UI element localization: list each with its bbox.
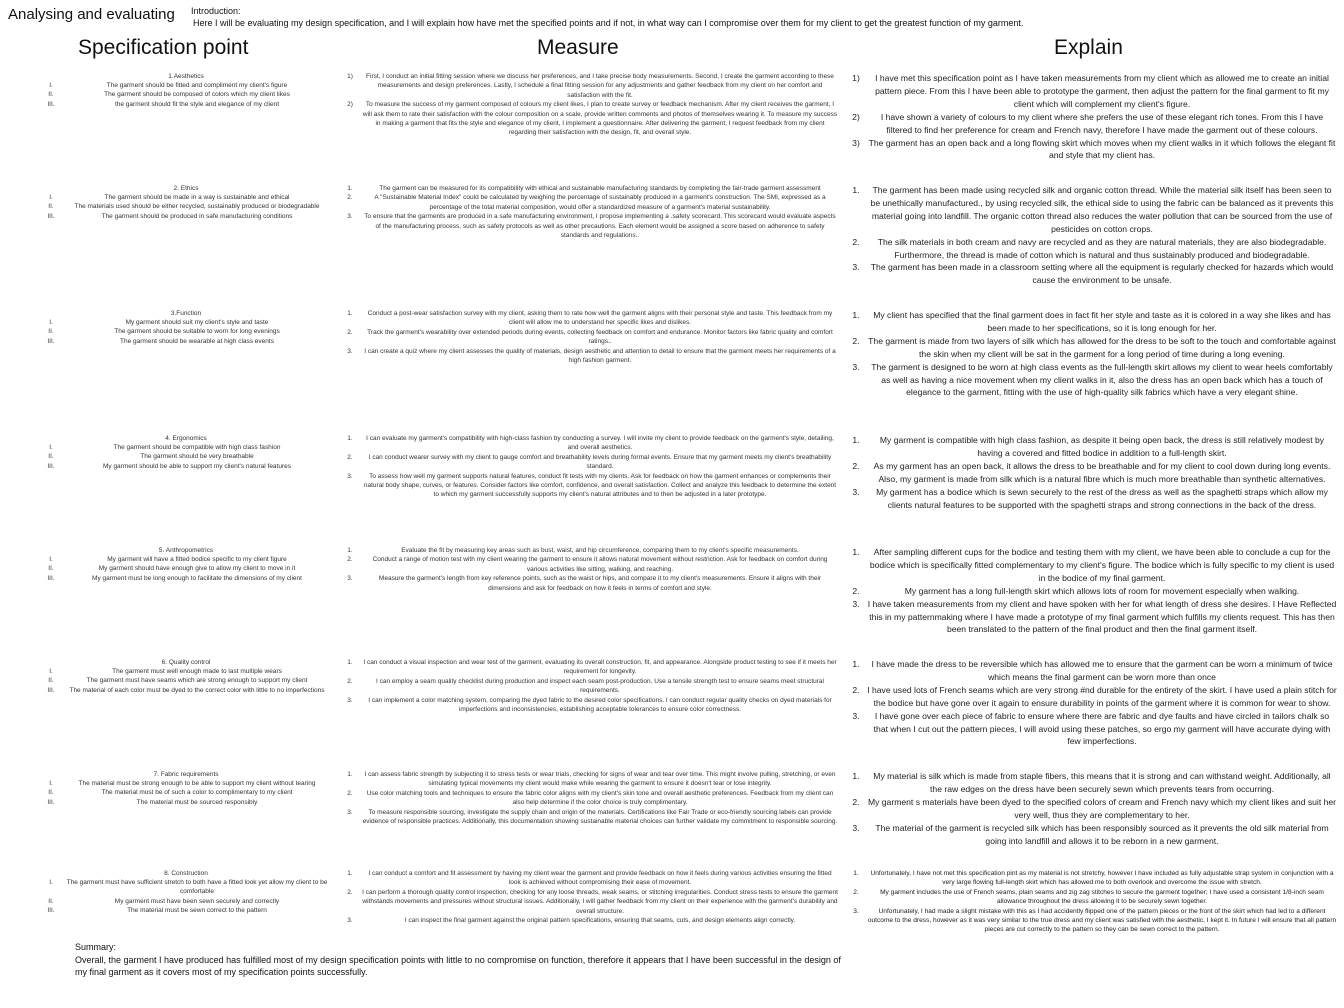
explain-item: 3. I have taken measurements from my client and have spoken with her for what length of dress she desires. I Have Reflected this in my patternmaking where I have made a prototype of my final garment which fulfills my clients request. This has then been translated to the pattern of the final product and then the final garment itself.	[852, 598, 1337, 635]
measure-item: 1. Evaluate the fit by measuring key areas such as bust, waist, and hip circumference, comparing them to my client's specific measurements.	[347, 547, 799, 554]
spec-heading: 6. Quality control	[161, 659, 211, 666]
measure-item: 3. I can implement a color matching system, comparing the dyed fabric to the desired color specifications. I can conduct regular quality checks on dyed materials for imperfections and inconsistencies, establishing acceptable tolerances to ensure color correctness.	[347, 696, 832, 714]
intro-label: Introduction:	[191, 6, 241, 16]
measure-item: 3. Measure the garment's length from key reference points, such as the waist or hips, and compare it to my client's measurements. Ensure it aligns with their dimensions and ask for feedback on how it feels in terms of comfort and style.	[347, 575, 822, 592]
spec-item: III. The material of each color must be dyed to the correct color with little to no imperfections	[47, 686, 325, 694]
spec-heading: 5. Anthropometrics	[158, 547, 214, 554]
measure-anthropometrics	[338, 546, 838, 593]
spec-heading: 2. Ethics	[173, 185, 199, 192]
measure-quality-control	[338, 658, 838, 714]
measure-item: 1. The garment can be measured for its compatibility with ethical and sustainable manufacturing standards by completing the fair-trade garment assessment	[347, 185, 821, 192]
explain-item: 2. The silk materials in both cream and navy are recycled and as they are natural materials, they are also biodegradable. Furthermore, the thread is made of cotton which is natural and thus sustainably produced and biodegradable.	[852, 236, 1327, 260]
spec-item: I. The garment should be fitted and compliment my client's figure	[49, 82, 288, 90]
explain-item: 1. My client has specified that the final garment does in fact fit her style and taste as it is colored in a way she likes and has been made to her specifications, so it is long enough for her.	[852, 310, 1331, 333]
measure-ergonomics	[338, 434, 838, 500]
measure-function	[338, 309, 838, 365]
measure-item: 1. I can assess fabric strength by subjecting it to stress tests or wear trials, checking for signs of wear and tear over time. This might involve pulling, stretching, or even simulating typical movements my client would make while wearing the garment to ensure it doesn't tear or lose integrity.	[347, 771, 836, 788]
explain-function	[845, 309, 1337, 399]
measure-item: 2. Use color matching tools and techniques to ensure the fabric color aligns with my client's skin tone and overall aesthetic preferences. Feedback from my client can also help determine if the color choice is truly complimentary.	[347, 789, 834, 807]
spec-item: II. The garment should be composed of colors which my client likes	[48, 91, 290, 99]
measure-item: 1) First, I conduct an initial fitting session where we discuss her preferences, and I take precise body measurements. Second, I create the garment according to these measurements and design preferences. Lastly, I schedule a final fitting session for any adjustments and gather feedback from my client on her comfort and satisfaction with the fit.	[347, 73, 834, 99]
explain-item: 1. Unfortunately, I have not met this specification pint as my material is not stretchy, however I have included as fully adjustable strap system in conjunction with a very large flowing full-length skirt which has allowed me to both overlook and overcome the issue with stretch.	[853, 870, 1334, 887]
spec-item: I. The garment should be compatible with high class fashion	[49, 444, 281, 452]
spec-item: I. My garment should suit my client's style and taste	[49, 319, 269, 327]
spec-item: I. The garment should be made in a way is sustainable and ethical	[49, 194, 290, 202]
spec-heading: 3.Function	[170, 310, 202, 317]
spec-function	[36, 309, 336, 346]
spec-item: II. The garment should be suitable to worn for long evenings	[48, 328, 280, 336]
explain-item: 1) I have met this specification point as I have taken measurements from my client which as allowed me to create an initial pattern piece. From this I have been able to prototype the garment, then adjust the pattern for the final garment to fit my client which will complement my client's figure.	[852, 73, 1329, 109]
spec-item: III. The garment should be produced in safe manufacturing conditions	[47, 212, 293, 220]
summary-text: Overall, the garment I have produced has fulfilled most of my design specification points with little to no compromise on function, therefore it appears that I have been successful in the design of my final garment as it covers most of my specification points successfully.	[75, 954, 841, 978]
page-title: Analysing and evaluating	[8, 6, 175, 23]
explain-item: 3. The material of the garment is recycled silk which has been responsibly sourced as it prevents the old silk material from going into landfill and allows it to be reborn in a new garment.	[852, 822, 1329, 846]
spec-ethics	[36, 184, 336, 221]
measure-item: 1. I can conduct a comfort and fit assessment by having my client wear the garment and provide feedback on how it feels during various activities ensuring the fitted look is achieved without compromising their ease of movement.	[347, 870, 832, 887]
spec-item: I. My garment will have a fitted bodice specific to my client figure	[49, 556, 287, 564]
spec-item: I. The material must be strong enough to be able to support my client without tearing	[49, 780, 316, 788]
explain-aesthetics	[845, 72, 1337, 162]
measure-item: 2. I can conduct wearer survey with my client to gauge comfort and breathability levels during formal events. Ensure that my garment meets my client's breathability standard.	[347, 453, 832, 471]
measure-item: 1. Conduct a post-wear satisfaction survey with my client, asking them to rate how well the garment aligns with their personal style and taste. This feedback from my client will allow me to understand her specific likes and dislikes.	[347, 310, 833, 327]
spec-ergonomics	[36, 434, 336, 471]
explain-item: 3) The garment has an open back and a long flowing skirt which moves when my client walks in it which follows the elegant fit and style that my client has.	[852, 137, 1336, 161]
measure-item: 2. Conduct a range of motion test with my client wearing the garment to ensure it allows natural movement without restriction. Ask for feedback on comfort during various activities like sitting, walking, and reaching.	[347, 556, 828, 573]
explain-fabric-requirements	[845, 770, 1337, 847]
explain-item: 1. The garment has been made using recycled silk and organic cotton thread. While the material silk itself has been seen to be unethically manufactured., by using recycled silk, the ethical side to using the fabric can be balanced as it prevents this material going into landfill. The organic cotton thread also reduces the water pollution that can be sourced from the use of pesticides on cotton crops.	[852, 185, 1334, 234]
spec-fabric-requirements	[36, 770, 336, 807]
spec-heading: 1.Aesthetics	[168, 73, 204, 80]
measure-item: 1. I can conduct a visual inspection and wear test of the garment, evaluating its overall construction, fit, and appearance. Alongside product testing to see if it meets her requirement for longevity.	[347, 659, 837, 676]
spec-item: I. The garment must well enough made to last multiple wears	[49, 668, 282, 676]
measure-item: 1. I can evaluate my garment's compatibility with high-class fashion by conducting a survey. I will invite my client to provide feedback on the garment's style, detailing, and overall aesthetics.	[347, 435, 834, 452]
heading-specification-point: Specification point	[78, 36, 249, 59]
explain-quality-control	[845, 658, 1337, 748]
spec-item: II. My garment must have been sewn securely and correctly	[48, 897, 280, 905]
spec-heading: 7. Fabric requirements	[153, 771, 219, 778]
spec-item: III. The material must be sewn correct to the pattern	[47, 906, 267, 914]
explain-item: 3. I have gone over each piece of fabric to ensure where there are fabric and dye faults and have circled in tailors chalk so that when I cut out the pattern pieces, I will avoid using these patches, so ergo my garment will have accurate dying with few imperfections.	[852, 710, 1331, 747]
spec-item: I. The garment must have sufficient stretch to both have a fitted look yet allow my client to be comfortable	[49, 879, 328, 896]
explain-item: 1. My garment is compatible with high class fashion, as despite it being open back, the dress is still relatively modest by having a covered and fitted bodice in addition to a full-length skirt.	[852, 435, 1325, 458]
spec-item: III. The material must be sourced responsibly	[47, 798, 258, 806]
spec-heading: 8. Construction	[164, 870, 208, 877]
measure-item: 2. Track the garment's wearability over extended periods during events, collecting feedback on comfort and endurance. Monitor factors like fabric quality and comfort ratings..	[347, 328, 833, 346]
measure-ethics	[338, 184, 838, 240]
explain-item: 3. Unfortunately, I had made a slight mistake with this as I had accidently flipped one of the pattern pieces or the front of the skirt which had led to a different outcome to the dress, however as it was very similar to the true dress and my client was satisfied with the aesthetic, I kept it. In future I will ensure that all pattern pieces are cut correctly to the pattern so they can be sewn correct to the pattern.	[853, 907, 1337, 934]
explain-item: 1. My material is silk which is made from staple fibers, this means that it is strong and can withstand weight. Additionally, all the raw edges on the dress have been securely sewn which prevents tears from occurring.	[852, 771, 1331, 794]
measure-item: 2. I can employ a seam quality checklist during production and inspect each seam post-production. Use a tensile strength test to ensure seams meet structural requirements.	[347, 677, 824, 695]
spec-construction	[36, 869, 336, 915]
measure-item: 3. I can inspect the final garment against the original pattern specifications, ensuring that seams, cuts, and design elements align correctly.	[347, 917, 796, 925]
explain-item: 3. My garment has a bodice which is sewn securely to the rest of the dress as well as the spaghetti straps which allow my clients natural features to be supported with the spaghetti straps and strong connections in the back of the dress.	[852, 486, 1328, 510]
spec-item: II. My garment should have enough give to allow my client to move in it	[48, 565, 296, 573]
measure-item: 2) To measure the success of my garment composed of colours my client likes, I plan to create survey or feedback mechanism. After my client receives the garment, I will ask them to rate their satisfaction with the colour composition on a scale, provide written comments and photos of themselves wearing it. To measure my success in making a garment that fits the style and elegance of my client, I implement a questionnaire. After delivering the garment, I request feedback from my client regarding their satisfaction with the design, fit, and overall style.	[347, 101, 838, 137]
explain-item: 2. My garment s materials have been dyed to the specified colors of cream and French navy which my client likes and suit her very well, thus they are complementary to her.	[852, 796, 1337, 820]
summary	[75, 941, 855, 979]
explain-item: 1. After sampling different cups for the bodice and testing them with my client, we have been able to conclude a cup for the bodice which is specifically fitted complementary to my client's figure. The bodice which is fully specific to my client is used in the bodice of my final garment.	[852, 547, 1335, 583]
measure-item: 3. I can create a quiz where my client assesses the quality of materials, design aesthetic and attention to detail to ensure that the garment meets her requirements of a high fashion garment.	[347, 347, 836, 365]
explain-ethics	[845, 184, 1337, 287]
measure-item: 3. To ensure that the garments are produced in a safe manufacturing environment, I propose implementing a .safety scorecard. This scorecard would evaluate aspects of the manufacturing process, such as safety protocols as well as other precautions. Each element would be assigned a score based on adherence to safety standards and regulations..	[347, 213, 836, 240]
spec-anthropometrics	[36, 546, 336, 583]
explain-item: 3. The garment is designed to be worn at high class events as the full-length skirt allows my client to wear heels comfortably as well as having a nice movement when my client walks in it, also the dress has an open back which has a touch of elegance to the garment, fitting with the use of high-quality silk fabrics which have a very elegant shine.	[852, 361, 1333, 398]
measure-item: 3. To assess how well my garment supports natural features, conduct fit tests with my clients. Ask for feedback on how the garment enhances or complements their natural body shape, curves, or features. Consider factors like comfort, confidence, and overall satisfaction. Collect and analyze this feedback to determine the extent to which my garment successfully supports my client's natural attributes and to then be adjusted in a later prototype.	[347, 472, 837, 499]
explain-item: 2) I have shown a variety of colours to my client where she prefers the use of these elegant rich tones. From this I have filtered to find her preference for cream and French navy, therefore I have made the garment out of these colours.	[852, 111, 1324, 135]
summary-label: Summary:	[75, 942, 117, 952]
explain-item: 2. My garment includes the use of French seams, plain seams and zig zag stitches to secure the garment together; I have used a consistent 1/8-inch seam allowance throughout the dress allowing it to be securely sewn together.	[853, 888, 1324, 906]
measure-fabric-requirements	[338, 770, 838, 826]
measure-construction	[338, 869, 838, 925]
spec-quality-control	[36, 658, 336, 695]
spec-aesthetics	[36, 72, 336, 109]
explain-item: 2. I have used lots of French seams which are very strong #nd durable for the entirety of the skirt. I have used a plain stitch for the bodice but have gone over it again to ensure durability in points of the garment where it is common for wear to show.	[852, 684, 1337, 708]
spec-item: III. the garment should fit the style and elegance of my client	[47, 100, 280, 108]
heading-explain: Explain	[1054, 36, 1123, 59]
measure-aesthetics	[338, 72, 838, 138]
explain-item: 1. I have made the dress to be reversible which has allowed me to ensure that the garment can be worn a minimum of twice which means the final garment can be worn more than once	[852, 659, 1333, 682]
measure-item: 2. I can perform a thorough quality control inspection, checking for any loose threads, weak seams, or stitching irregularities. Conduct stress tests to ensure the garment withstands movements and pressures without structural issues. Additionally, I will gather feedback from my client on their experience with the garment's durability and overall structure.	[347, 888, 838, 915]
explain-anthropometrics	[845, 546, 1337, 636]
explain-item: 3. The garment has been made in a classroom setting where all the equipment is regularly checked for hazards which would cause the environment to be unsafe.	[852, 262, 1334, 286]
spec-item: III. My garment must be long enough to facilitate the dimensions of my client	[47, 574, 302, 582]
spec-item: II. The garment must have seams which are strong enough to support my client	[48, 677, 308, 685]
heading-measure: Measure	[537, 36, 619, 59]
spec-item: III. The garment should be wearable at high class events	[47, 337, 274, 345]
intro-text: Here I will be evaluating my design specification, and I will explain how have met the specified points and if not, in what way can I compromise over them for my client to get the greatest function of my garment.	[193, 18, 1024, 28]
explain-item: 2. My garment has a long full-length skirt which allows lots of room for movement especially when walking.	[852, 585, 1300, 596]
explain-construction	[845, 869, 1337, 935]
spec-item: II. The garment should be very breathable	[48, 453, 254, 461]
explain-item: 2. The garment is made from two layers of silk which has allowed for the dress to be soft to the touch and comfortable against the skin when my client will be sat in the garment for a long period of time during a long evening.	[852, 335, 1336, 359]
spec-item: II. The material must be of such a color to complimentary to my client	[48, 789, 293, 797]
spec-item: II. The materials used should be either recycled, sustainably produced or biodegradable	[48, 203, 320, 211]
explain-ergonomics	[845, 434, 1337, 511]
explain-item: 2. As my garment has an open back, it allows the dress to be breathable and for my client to cool down during long events. Also, my garment is made from silk which is a natural fibre which is much more breathable than synthetic alternatives.	[852, 460, 1331, 484]
spec-heading: 4. Ergonomics	[165, 435, 207, 442]
measure-item: 3. To measure responsible sourcing, investigate the supply chain and origin of the materials. Certifications like Fair Trade or eco-friendly sourcing labels can provide evidence of responsible practices. Additionally, this documentation showing sustainable material choices can further validate my commitment to responsible sourcing.	[347, 808, 838, 826]
spec-item: III. My garment should be able to support my client's natural features	[47, 462, 292, 470]
measure-item: 2. A "Sustainable Material Index" could be calculated by weighing the percentage of sustainably produced in a garment's construction. The SMI, expressed as a percentage of the total material composition, would offer a standardized measure of a garment's material sustainability.	[347, 194, 826, 211]
